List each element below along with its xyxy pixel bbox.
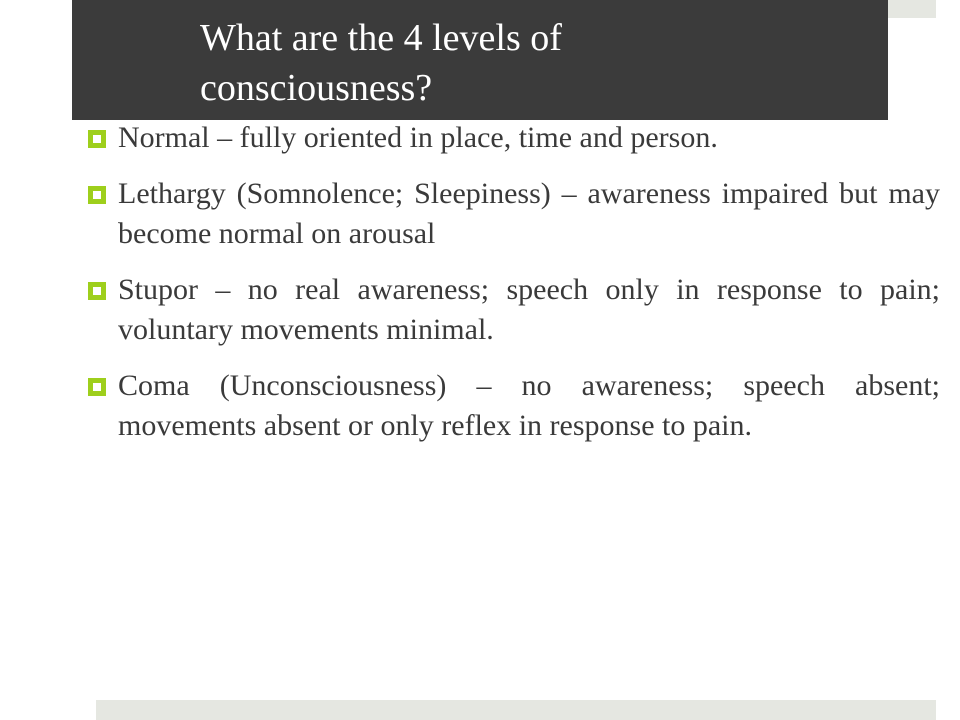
square-bullet-icon [88, 282, 106, 300]
bullet-item-coma [88, 366, 940, 446]
top-right-accent-bar [888, 0, 936, 18]
bullet-list [88, 118, 940, 462]
bottom-accent-bar [96, 700, 936, 720]
square-bullet-icon [88, 186, 106, 204]
square-bullet-icon [88, 378, 106, 396]
square-bullet-icon [88, 130, 106, 148]
bullet-item-normal [88, 118, 940, 158]
title-banner [72, 0, 888, 120]
bullet-item-lethargy [88, 174, 940, 254]
bullet-item-stupor [88, 270, 940, 350]
bullet-text: Coma (Unconsciousness) – no awareness; speech absent; movements absent or only reflex in response to pain. [118, 369, 940, 442]
bullet-text: Stupor – no real awareness; speech only in response to pain; voluntary movements minimal. [118, 273, 940, 346]
bullet-text: Lethargy (Somnolence; Sleepiness) – awareness impaired but may become normal on arousal [118, 177, 940, 250]
slide-title: What are the 4 levels of consciousness? [200, 17, 562, 109]
bullet-text: Normal – fully oriented in place, time and person. [118, 121, 718, 154]
